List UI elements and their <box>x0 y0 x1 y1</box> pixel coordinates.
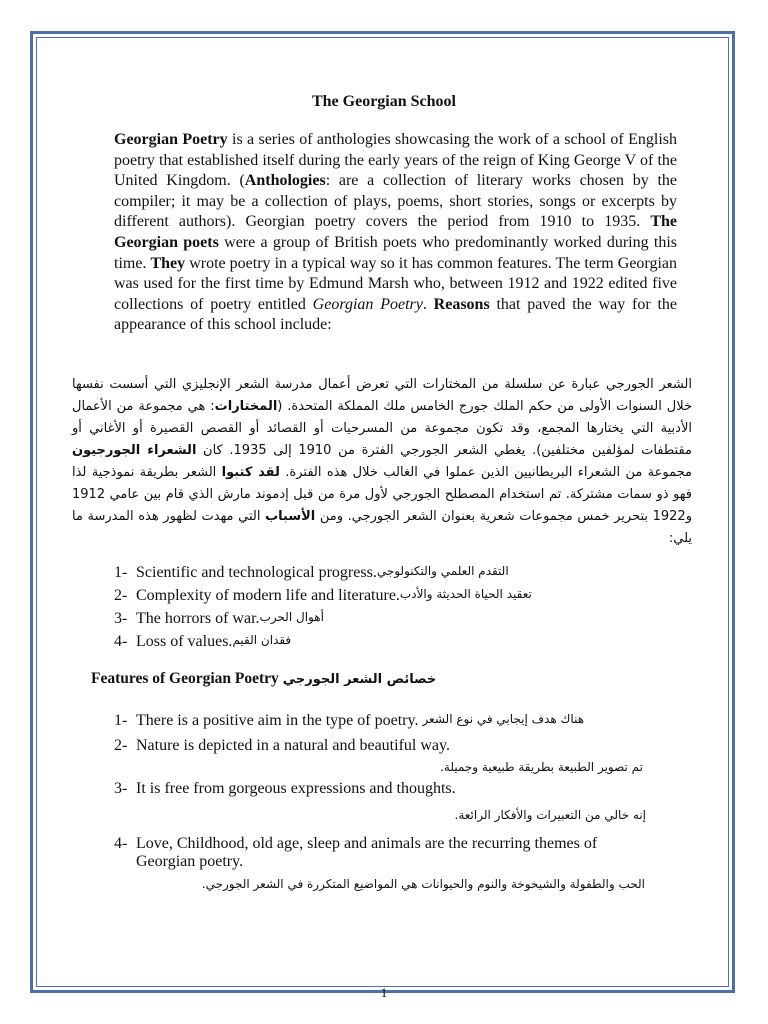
term-anthologies: Anthologies <box>244 172 326 190</box>
term-reasons: Reasons <box>433 295 490 313</box>
book-title: Georgian Poetry <box>312 295 423 313</box>
page-number: 1 <box>380 985 388 1000</box>
feature-4-arabic: الحب والطفولة والشيخوخة والنوم والحيوانات هي المواضيع المتكررة في الشعر الجورجي. <box>201 877 645 891</box>
list-item: 4- Loss of values. فقدان القيم <box>114 633 292 650</box>
intro-paragraph-arabic: الشعر الجورجي عبارة عن سلسلة من المختارات التي تعرض أعمال مدرسة الشعر الإنجليزي التي أسست نفسها خلال السنوات الأولى من حكم الملك جورج الخامس ملك المملكة المتحدة. (المختارات: هي مجموعة من الأعمال الأدبية التي يختارها المجمع، وقد تكون مجموعة من المسرحيات أو القصائد أو القصص القصيرة أو الأغاني أو مقتطفات لمؤلفين مختلفين). يغطي الشعر الجورجي الفترة من 1910 إلى 1935. كان الشعراء الجورجيون مجموعة من الشعراء البريطانيين الذين عملوا في الغالب خلال هذه الفترة. لقد كتبوا الشعر بطريقة نموذجية لذا فهو ذو سمات مشتركة. تم استخدام المصطلح الجورجي لأول مرة من قبل إدموند مارش الذي قام بين عامي 1912 و1922 بتحرير خمس مجموعات شعرية بعنوان الشعر الجورجي. ومن الأسباب التي مهدت لظهور هذه المدرسة ما يلي: <box>72 377 692 546</box>
term-georgian-poetry: Georgian Poetry <box>114 131 228 148</box>
list-item: 2- Complexity of modern life and literature. تعقيد الحياة الحديثة والأدب <box>114 587 532 604</box>
list-item: 3- The horrors of war. أهوال الحرب <box>114 610 324 627</box>
list-item: 1- There is a positive aim in the type of poetry. هناك هدف إيجابي في نوع الشعر <box>114 712 585 729</box>
list-item: 4- Love, Childhood, old age, sleep and animals are the recurring themes of <box>114 835 598 852</box>
features-list-item-1 <box>114 712 584 730</box>
term-georgian-poets: The Georgian poets <box>114 213 677 251</box>
list-item: 2- Nature is depicted in a natural and beautiful way. <box>114 737 450 754</box>
document-title: The Georgian School <box>311 93 456 110</box>
list-item: 3- It is free from gorgeous expressions and thoughts. <box>114 780 456 797</box>
features-list-item-3 <box>114 780 456 798</box>
term-they: They <box>150 254 186 272</box>
features-list-item-4 <box>114 835 597 871</box>
intro-paragraph-english: Georgian Poetry is a series of anthologies showcasing the work of a school of English poetry that established itself during the early years of the reign of King George V of the United Kingdom. (Anthologies: are a collection of literary works chosen by the compiler; it may be a collection of plays, poems, short stories, songs or excerpts by different authors). Georgian poetry covers the period from 1910 to 1935. The Georgian poets were a group of British poets who predominantly worked during this time. They wrote poetry in a typical way so it has common features. The term Georgian was used for the first time by Edmund Marsh who, between 1912 and 1922 edited five collections of poetry entitled Georgian Poetry. Reasons that paved the way for the appearance of this school include: <box>114 131 678 334</box>
features-heading: Features of Georgian Poetry خصائص الشعر الجورجي <box>91 670 437 687</box>
feature-2-arabic: تم تصوير الطبيعة بطريقة طبيعية وجميلة. <box>440 760 643 774</box>
list-item-continuation: Georgian poetry. <box>136 853 244 870</box>
list-item: 1- Scientific and technological progress. التقدم العلمي والتكنولوجي <box>114 564 509 581</box>
feature-3-arabic: إنه خالي من التعبيرات والأفكار الرائعة. <box>454 808 646 822</box>
reasons-list <box>114 564 532 656</box>
features-list-item-2 <box>114 737 450 755</box>
